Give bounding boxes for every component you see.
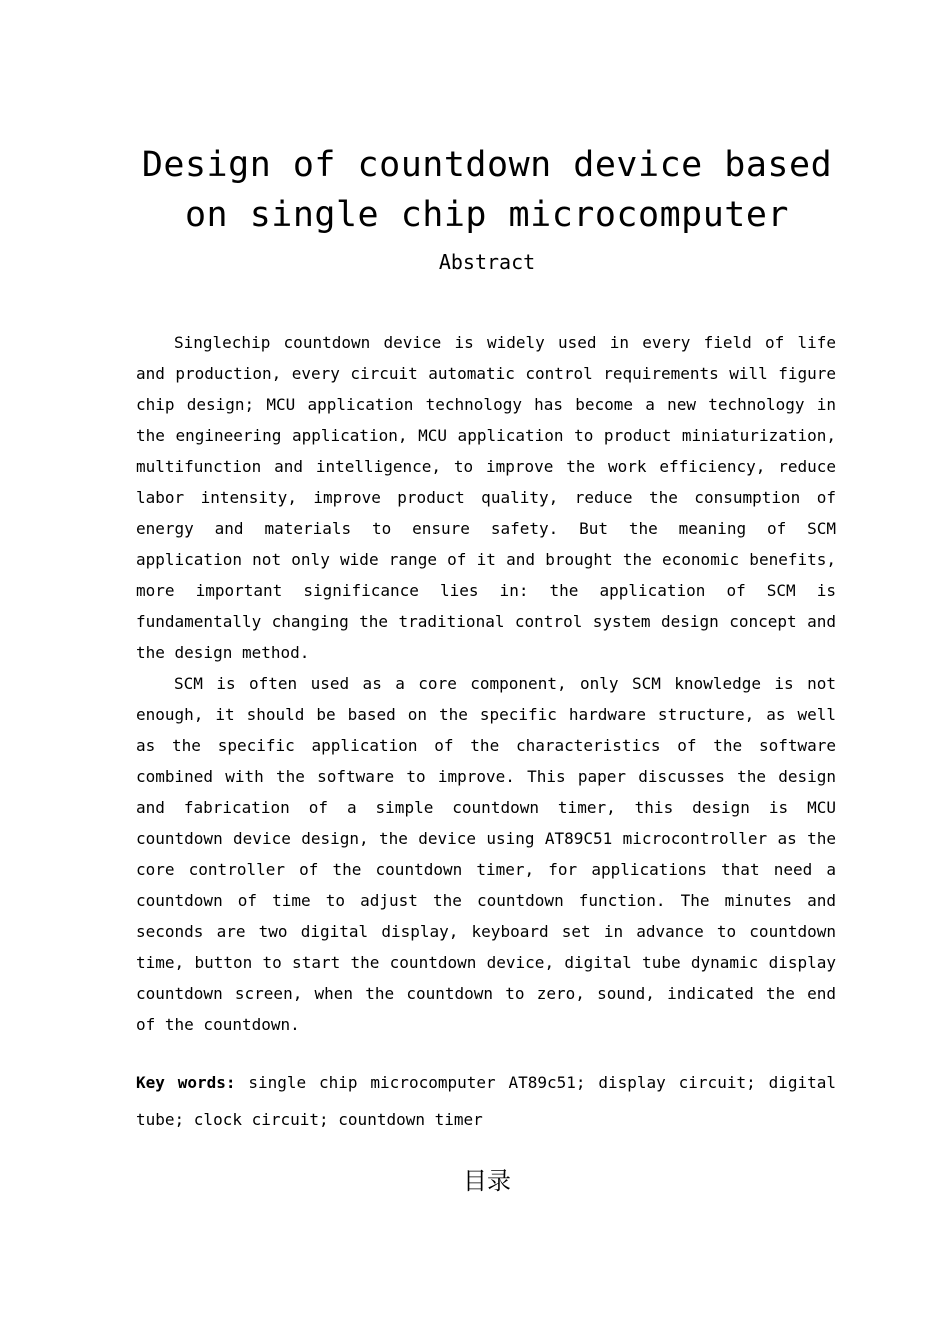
table-of-contents-heading: 目录: [463, 1167, 511, 1195]
paper-title: Design of countdown device based on single chip microcomputer: [141, 145, 833, 235]
keywords-text: single chip microcomputer AT89c51; display circuit; digital tube; clock circuit; countdown timer: [136, 1073, 836, 1129]
keywords: [136, 1064, 836, 1138]
keywords-label: Key words:: [136, 1073, 236, 1092]
abstract-heading: Abstract: [438, 250, 536, 274]
abstract-body: [136, 327, 836, 1040]
abstract-paragraph-1: Singlechip countdown device is widely used in every field of life and production, every circuit automatic control requirements will figure chip design; MCU application technology has become a new technology in the engineering application, MCU application to product miniaturization, multifunction and intelligence, to improve the work efficiency, reduce labor intensity, improve product quality, reduce the consumption of energy and materials to ensure safety. But the meaning of SCM application not only wide range of it and brought the economic benefits, more important significance lies in: the application of SCM is fundamentally changing the traditional control system design concept and the design method.: [136, 333, 836, 662]
abstract-paragraph-2: SCM is often used as a core component, only SCM knowledge is not enough, it should be based on the specific hardware structure, as well as the specific application of the characteristics of the software combined with the software to improve. This paper discusses the design and fabrication of a simple countdown timer, this design is MCU countdown device design, the device using AT89C51 microcontroller as the core controller of the countdown timer, for applications that need a countdown of time to adjust the countdown function. The minutes and seconds are two digital display, keyboard set in advance to countdown time, button to start the countdown device, digital tube dynamic display countdown screen, when the countdown to zero, sound, indicated the end of the countdown.: [136, 674, 836, 1034]
